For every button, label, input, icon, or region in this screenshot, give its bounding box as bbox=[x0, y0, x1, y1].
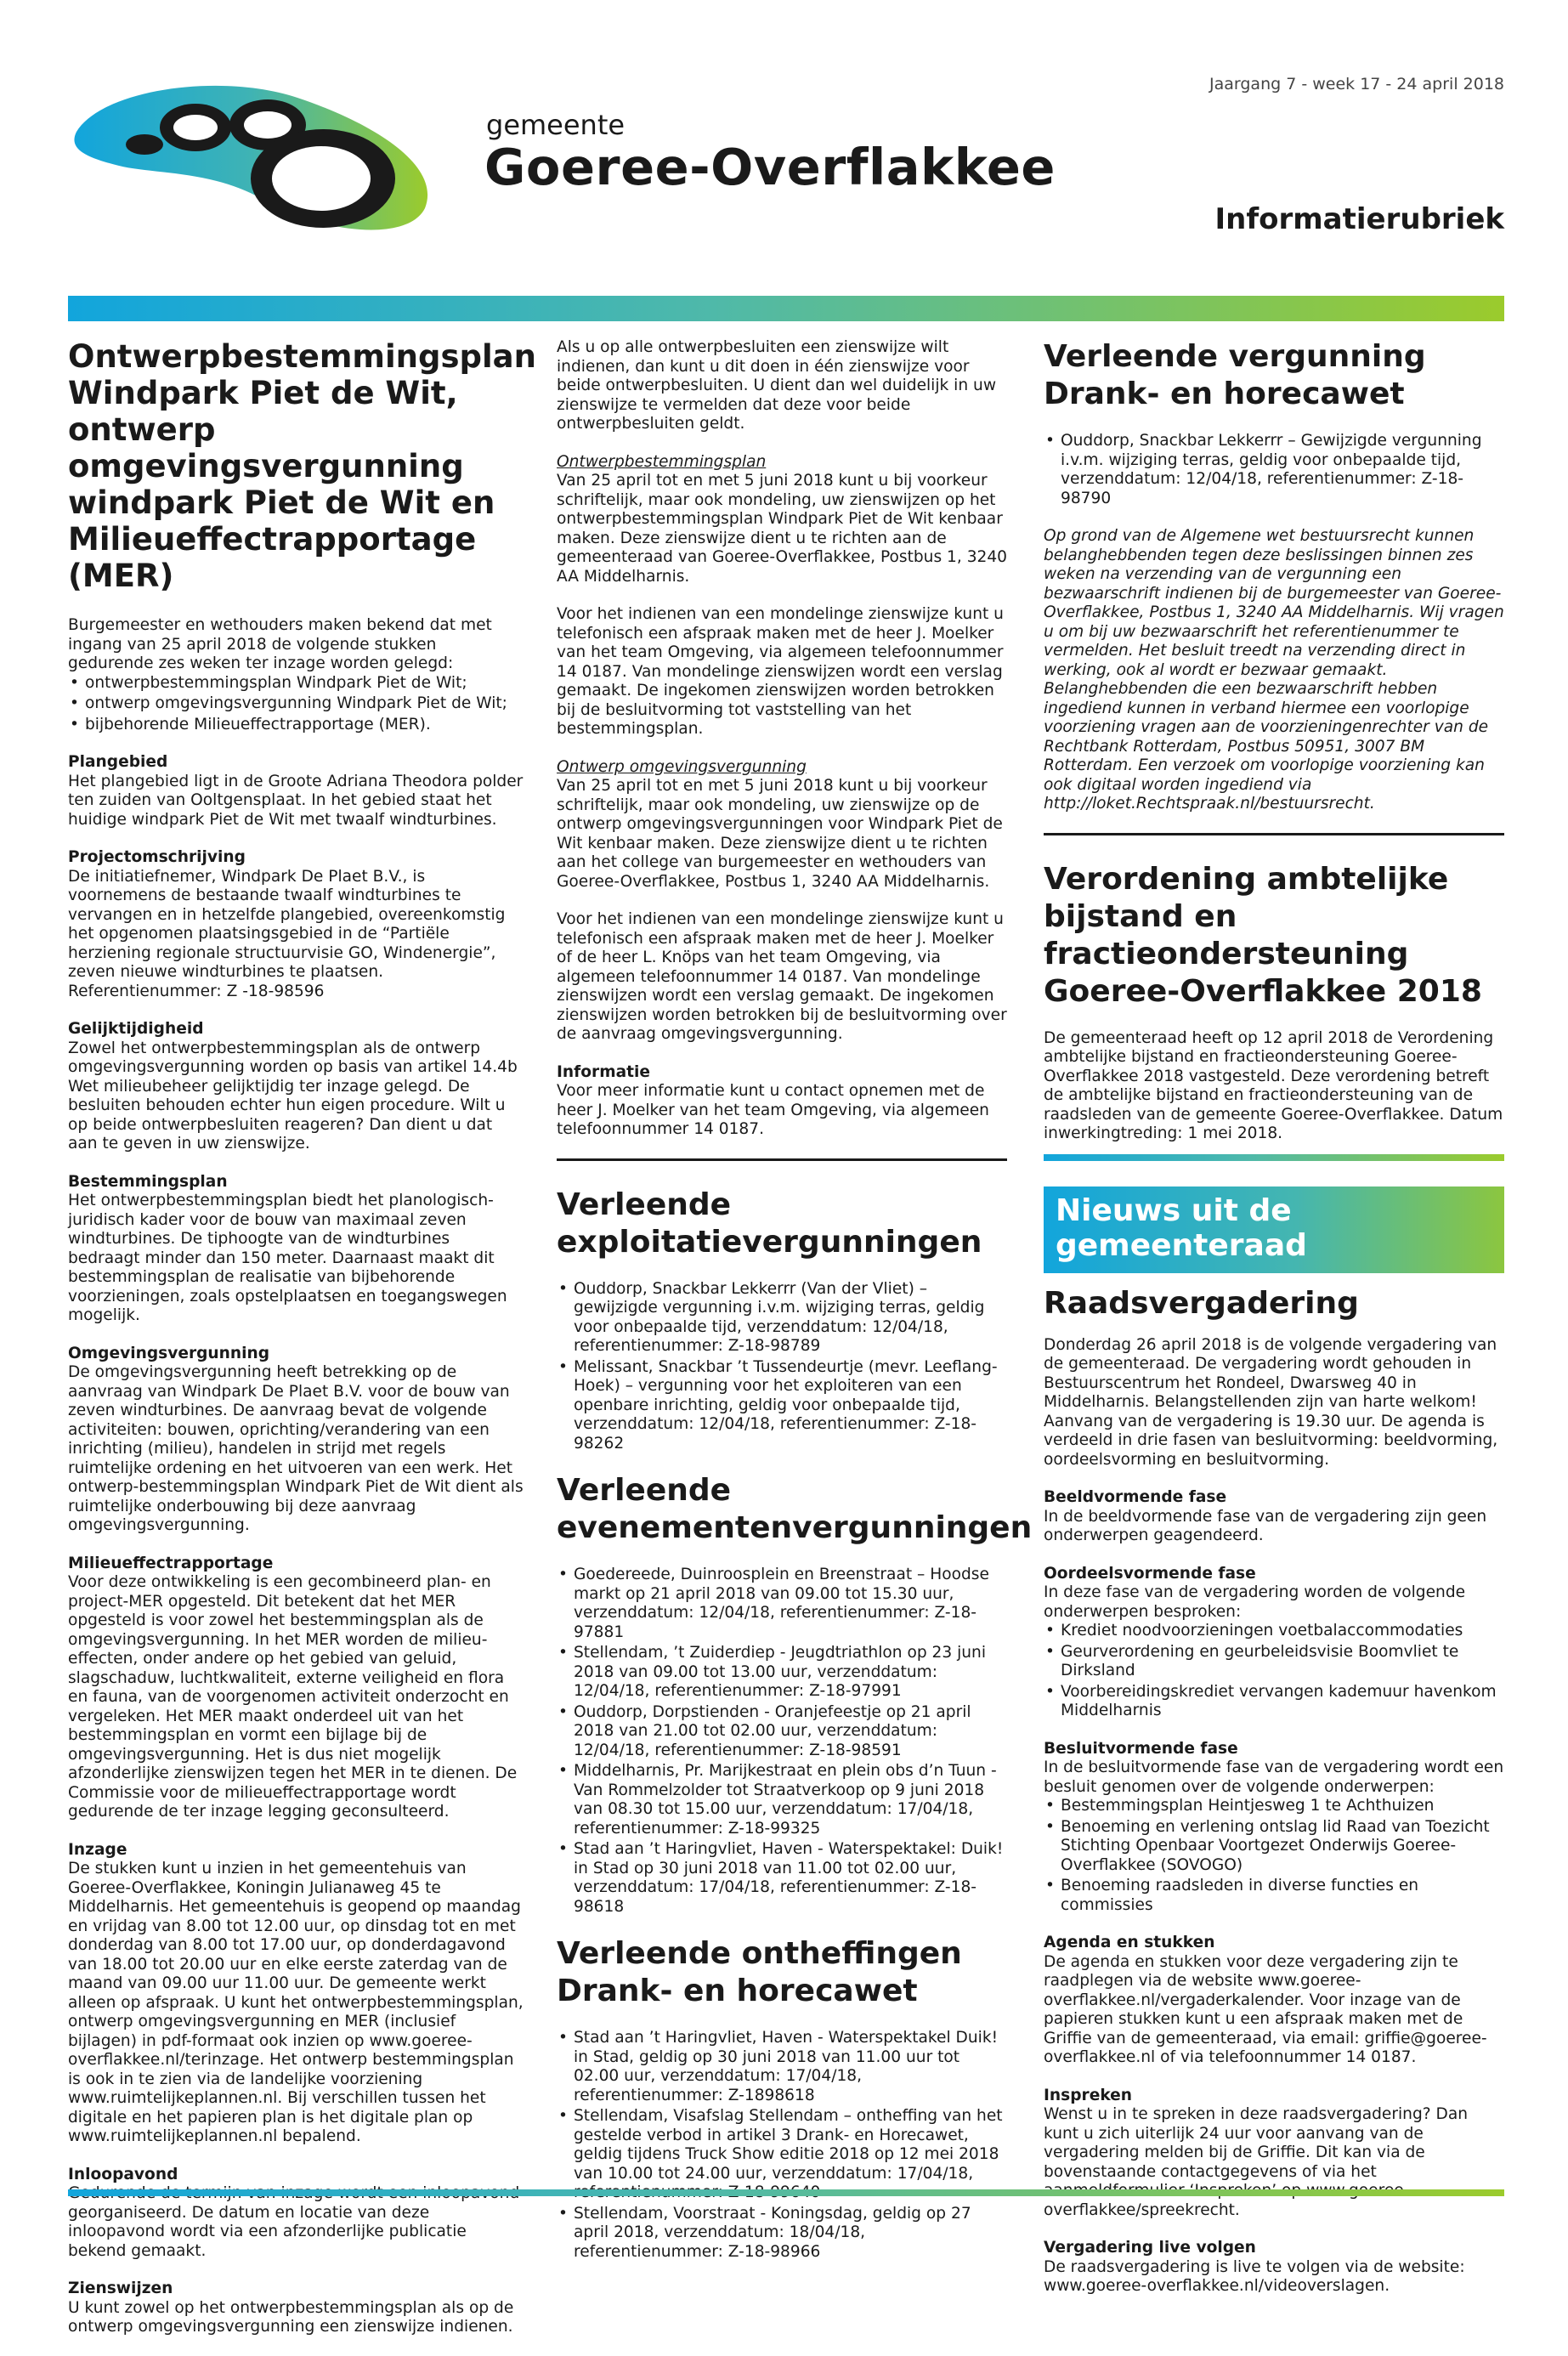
info-heading: Informatie bbox=[557, 1062, 650, 1081]
section-heading: Besluitvormende fase bbox=[1044, 1739, 1238, 1758]
windpark-items bbox=[68, 674, 525, 735]
windpark-title: Ontwerpbestemmingsplan Windpark Piet de Wit, ontwerp omgevingsvergunning windpark Piet de Wit en Milieueffectrapportage (MER) bbox=[68, 338, 536, 594]
section-heading: Omgevingsvergunning bbox=[68, 1344, 270, 1362]
exploitatie-list bbox=[557, 1280, 1007, 1454]
column-2 bbox=[557, 338, 1033, 2280]
list-item: • Bestemmingsplan Heintjesweg 1 te Achthuizen bbox=[1044, 1797, 1504, 1816]
section-heading: Plangebied bbox=[68, 753, 168, 771]
list-item: • Stad aan ’t Haringvliet, Haven - Waterspektakel Duik! in Stad, geldig op 30 juni 2018 van 11.00 uur tot 02.00 uur, verzenddatum: 17/04/18, referentienummer: Z-1898618 bbox=[557, 2029, 1007, 2105]
list-item: • Benoeming en verlening ontslag lid Raad van Toezicht Stichting Openbaar Voortgezet Onderwijs Goeree-Overflakkee (SOVOGO) bbox=[1044, 1818, 1504, 1876]
section-text: De initiatiefnemer, Windpark De Plaet B.V., is voornemens de bestaande twaalf windturbines te vervangen en in hetzelfde plangebied, overeenkomstig het opgenomen plaatsingsgebied in de “Partiële herziening regionale structuurvisie GO, Windenergie”, zeven nieuwe windturbines te plaatsen. Referentienummer: Z -18-98596 bbox=[68, 867, 506, 1000]
section-heading: Vergadering live volgen bbox=[1044, 2239, 1256, 2257]
bp-heading: Ontwerpbestemmingsplan bbox=[557, 452, 767, 471]
list-item: • Melissant, Snackbar ’t Tussendeurtje (mevr. Leeflang-Hoek) – vergunning voor het exploiteren van een openbare inrichting, geldig voor onbepaalde tijd, verzenddatum: 12/04/18, referentienummer: Z-18-98262 bbox=[557, 1358, 1007, 1454]
section-heading: Bestemmingsplan bbox=[68, 1172, 228, 1191]
section-heading: Inspreken bbox=[1044, 2086, 1133, 2104]
ov-text-2: Voor het indienen van een mondelinge zienswijze kunt u telefonisch een afspraak maken met de heer J. Moelker of de heer L. Knöps van het team Omgeving, via algemeen telefoonnummer 14 0187. Van mondelinge zienswijzen wordt een verslag gemaakt. De ingekomen zienswijzen worden betrokken bij de besluitvorming over de aanvraag omgevingsvergunning. bbox=[557, 910, 1007, 1043]
section-heading: Inzage bbox=[68, 1840, 127, 1859]
bp-text-1: Van 25 april tot en met 5 juni 2018 kunt u bij voorkeur schriftelijk, maar ook mondeling, uw zienswijzen op het ontwerpbestemmingsplan Windpark Piet de Wit kenbaar maken. Deze zienswijze dient u te richten aan de gemeenteraad van Goeree-Overflakkee, Postbus 1, 3240 AA Middelharnis. bbox=[557, 472, 1008, 586]
municipality-name: Goeree-Overflakkee bbox=[484, 138, 1056, 196]
section-text: Voor deze ontwikkeling is een gecombineerd plan- en project-MER opgesteld. Dit betekent dat het MER opgesteld is voor zowel het bestemmingsplan als de omgevingsvergunning. In het MER worden de milieu-effecten, onder andere op het gebied van geluid, slagschaduw, luchtkwaliteit, externe veiligheid en flora en fauna, van de voorgenomen activiteit onderzocht en vergeleken. Het MER maakt onderdeel uit van het bestemmingsplan en vormt een bijlage bij de omgevingsvergunning. Het is dus niet mogelijk afzonderlijke zienswijzen tegen het MER in te dienen. De Commissie voor de milieueffectrapportage wordt gedurende de ter inzage legging geconsulteerd. bbox=[68, 1573, 518, 1821]
column-3 bbox=[1044, 338, 1504, 2315]
section-heading: Projectomschrijving bbox=[68, 848, 246, 866]
divider bbox=[557, 1158, 1007, 1161]
list-item: • ontwerpbestemmingsplan Windpark Piet de Wit; bbox=[68, 674, 525, 694]
gradient-divider bbox=[1044, 1154, 1504, 1161]
list-item: • Ouddorp, Dorpstienden - Oranjefeestje op 21 april 2018 van 21.00 tot 02.00 uur, verzenddatum: 12/04/18, referentienummer: Z-18-98591 bbox=[557, 1703, 1007, 1761]
section-text: U kunt zowel op het ontwerpbestemmingsplan als op de ontwerp omgevingsvergunning een zienswijze indienen. bbox=[68, 2298, 514, 2336]
drank-title: Verleende vergunning Drank- en horecawet bbox=[1044, 339, 1426, 411]
ov-text-1: Van 25 april tot en met 5 juni 2018 kunt u bij voorkeur schriftelijk, maar ook mondeling, uw zienswijze op de ontwerp omgevingsvergunningen voor Windpark Piet de Wit kenbaar maken. Deze zienswijze dient u te richten aan het college van burgemeester en wethouders van Goeree-Overflakkee, Postbus 1, 3240 AA Middelharnis. bbox=[557, 777, 1003, 891]
windpark-cont-intro: Als u op alle ontwerpbesluiten een zienswijze wilt indienen, dan kunt u dit doen in één zienswijze voor beide ontwerpbesluiten. U dient dan wel duidelijk in uw zienswijze te vermelden dat deze voor beide ontwerpbesluiten geldt. bbox=[557, 338, 997, 433]
section-text: In deze fase van de vergadering worden de volgende onderwerpen besproken: bbox=[1044, 1583, 1466, 1621]
raad-intro: Donderdag 26 april 2018 is de volgende vergadering van de gemeenteraad. De vergadering wordt gehouden in Bestuurscentrum het Rondeel, Dwarsweg 40 in Middelharnis. Belangstellenden zijn van harte welkom! Aanvang van de vergadering is 19.30 uur. De agenda is verdeeld in drie fasen van besluitvorming: beeldvorming, oordeelsvorming en besluitvorming. bbox=[1044, 1335, 1498, 1469]
ontheffingen-title: Verleende ontheffingen Drank- en horecawet bbox=[557, 1936, 962, 2008]
list-item: • Stellendam, Voorstraat - Koningsdag, geldig op 27 april 2018, verzenddatum: 18/04/18, referentienummer: Z-18-98966 bbox=[557, 2205, 1007, 2263]
verordening-text: De gemeenteraad heeft op 12 april 2018 de Verordening ambtelijke bijstand en fractieondersteuning Goeree-Overflakkee 2018 vastgesteld. Deze verordening betreft de ambtelijke bijstand en fractieondersteuning van de raadsleden van de gemeente Goeree-Overflakkee. Datum inwerkingtreding: 1 mei 2018. bbox=[1044, 1028, 1503, 1142]
section-text: De raadsvergadering is live te volgen via de website: www.goeree-overflakkee.nl/videoverslagen. bbox=[1044, 2257, 1465, 2295]
section-text: De agenda en stukken voor deze vergadering zijn te raadplegen via de website www.goeree-overflakkee.nl/vergaderkalender. Voor inzage van de papieren stukken kunt u een afspraak maken met de Griffie van de gemeenteraad, via email: griffie@goeree-overflakkee.nl of via telefoonnummer 14 0187. bbox=[1044, 1952, 1487, 2066]
section-text: Zowel het ontwerpbestemmingsplan als de ontwerp omgevingsvergunning worden op basis van artikel 14.4b Wet milieubeheer gelijktijdig ter inzage gelegd. De besluiten behouden echter hun eigen procedure. Wilt u op beide ontwerpbesluiten reageren? Dan dient u dat aan te geven in uw zienswijze. bbox=[68, 1039, 518, 1153]
list-item: • Geurverordening en geurbeleidsvisie Boomvliet te Dirksland bbox=[1044, 1643, 1504, 1681]
section-text: In de beeldvormende fase van de vergadering zijn geen onderwerpen geagendeerd. bbox=[1044, 1507, 1487, 1544]
section-heading: Agenda en stukken bbox=[1044, 1934, 1215, 1951]
divider bbox=[1044, 833, 1504, 835]
list-item: • bijbehorende Milieueffectrapportage (MER). bbox=[68, 716, 525, 735]
header-gradient-bar bbox=[68, 296, 1504, 321]
info-text: Voor meer informatie kunt u contact opnemen met de heer J. Moelker van het team Omgeving, via algemeen telefoonnummer 14 0187. bbox=[557, 1082, 989, 1138]
issue-line: Jaargang 7 - week 17 - 24 april 2018 bbox=[1209, 75, 1504, 93]
municipality-logo bbox=[68, 72, 442, 242]
list-item: • Stellendam, ’t Zuiderdiep - Jeugdtriathlon op 23 juni 2018 van 09.00 tot 13.00 uur, verzenddatum: 12/04/18, referentienummer: Z-18-97991 bbox=[557, 1644, 1007, 1702]
section-text: Wenst u in te spreken in deze raadsvergadering? Dan kunt u zich uiterlijk 24 uur voor aanvang van de vergadering melden bij de Griffie. Dit kan via de bovenstaande contactgegevens of via het overflakkee/spreekrecht. bbox=[1044, 2105, 1469, 2219]
verordening-title: Verordening ambtelijke bijstand en fractieondersteuning Goeree-Overflakkee 2018 bbox=[1044, 861, 1482, 1009]
oordeel-list bbox=[1044, 1622, 1504, 1721]
section-heading: Beeldvormende fase bbox=[1044, 1488, 1227, 1506]
list-item: • Ouddorp, Snackbar Lekkerrr – Gewijzigde vergunning i.v.m. wijziging terras, geldig voor onbepaalde tijd, verzenddatum: 12/04/18, referentienummer: Z-18-98790 bbox=[1044, 432, 1504, 508]
rubric-title: Informatierubriek bbox=[1214, 202, 1504, 236]
section-heading: Inloopavond bbox=[68, 2165, 178, 2183]
list-item: • Goedereede, Duinroosplein en Breenstraat – Hoodse markt op 21 april 2018 van 09.00 tot 15.30 uur, verzenddatum: 12/04/18, referentienummer: Z-18-97881 bbox=[557, 1566, 1007, 1642]
ov-heading: Ontwerp omgevingsvergunning bbox=[557, 757, 807, 776]
list-item: • Ouddorp, Snackbar Lekkerrr (Van der Vliet) – gewijzigde vergunning i.v.m. wijziging terras, geldig voor onbepaalde tijd, verzenddatum: 12/04/18, referentienummer: Z-18-98789 bbox=[557, 1280, 1007, 1356]
section-text: georganiseerd. De datum en locatie van deze inloopavond wordt via een afzonderlijke publicatie bekend gemaakt. bbox=[68, 2203, 467, 2260]
section-text: De stukken kunt u inzien in het gemeentehuis van Goeree-Overflakkee, Koningin Julianaweg 45 te Middelharnis. Het gemeentehuis is geopend op maandag en vrijdag van 8.00 tot 12.00 uur, op dinsdag tot en met donderdag van 8.00 tot 17.00 uur, op donderdagavond van 18.00 tot 20.00 uur en elke eerste zaterdag van de maand van 09.00 uur 11.00 uur. De gemeente werkt alleen op afspraak. U kunt het ontwerpbestemmingsplan, ontwerp omgevingsvergunning en MER (inclusief bijlagen) in pdf-formaat ook inzien op www.goeree-overflakkee.nl/terinzage. Het ontwerp bestemmingsplan is ook in te zien via de landelijke voorziening www.ruimtelijkeplannen.nl. Bij verschillen tussen het digitale en het papieren plan is het digitale plan op www.ruimtelijkeplannen.nl bepalend. bbox=[68, 1860, 524, 2145]
municipality-prefix: gemeente bbox=[486, 109, 626, 141]
list-item: • Benoeming raadsleden in diverse functies en commissies bbox=[1044, 1877, 1504, 1915]
bp-text-2: Voor het indienen van een mondelinge zienswijze kunt u telefonisch een afspraak maken met de heer J. Moelker van het team Omgeving, via algemeen telefoonnummer 14 0187. Van mondelinge zienswijzen wordt een verslag gemaakt. De ingekomen zienswijzen worden betrokken bij de besluitvorming tot vaststelling van het bestemmingsplan. bbox=[557, 605, 1004, 738]
evenementen-list bbox=[557, 1566, 1007, 1917]
bezwaar-notice: Op grond van de Algemene wet bestuursrecht kunnen belanghebbenden tegen deze beslissingen binnen zes weken na verzending van de vergunning een bezwaarschrift indienen bij de burgemeester van Goeree-Overflakkee, Postbus 1, 3240 AA Middelharnis. Wij vragen u om bij uw bezwaarschrift het referentienummer te vermelden. Het besluit treedt na verzending direct in werking, ook al wordt er bezwaar gemaakt. Belanghebbenden die een bezwaarschrift hebben ingediend kunnen in verband hiermee een voorlopige voorziening vragen aan de voorzieningenrechter van de Rechtbank Rotterdam, Postbus 50951, 3007 BM Rotterdam. Een verzoek om voorlopige voorziening kan ook digitaal worden ingediend via http://loket.Rechtspraak.nl/bestuursrecht. bbox=[1044, 527, 1504, 813]
list-item: • Voorbereidingskrediet vervangen kademuur havenkom Middelharnis bbox=[1044, 1683, 1504, 1721]
drank-list bbox=[1044, 432, 1504, 508]
section-heading: Milieueffectrapportage bbox=[68, 1554, 274, 1572]
section-text: De omgevingsvergunning heeft betrekking op de aanvraag van Windpark De Plaet B.V. voor de bouw van zeven windturbines. De aanvraag bevat de volgende activiteiten: bouwen, oprichting/verandering van een inrichting (milieu), handelen in strijd met regels ruimtelijke ordening en het uitvoeren van een werk. Het ontwerp-bestemmingsplan Windpark Piet de Wit dient als ruimtelijke onderbouwing bij deze aanvraag omgevingsvergunning. bbox=[68, 1363, 524, 1534]
section-heading: Zienswijzen bbox=[68, 2280, 173, 2297]
list-item: • Krediet noodvoorzieningen voetbalaccommodaties bbox=[1044, 1622, 1504, 1641]
section-heading: Oordeelsvormende fase bbox=[1044, 1564, 1256, 1583]
list-item: • Stad aan ’t Haringvliet, Haven - Waterspektakel: Duik! in Stad op 30 juni 2018 van 11.00 tot 02.00 uur, verzenddatum: 17/04/18, referentienummer: Z-18-98618 bbox=[557, 1840, 1007, 1917]
raadsvergadering-title: Raadsvergadering bbox=[1044, 1285, 1359, 1321]
list-item: • Stellendam, Visafslag Stellendam – ontheffing van het gestelde verbod in artikel 3 Drank- en Horecawet, geldig tijdens Truck Show editie 2018 op 12 mei 2018 van 10.00 tot 24.00 uur, verzenddatum: 17/04/18, bbox=[557, 2107, 1007, 2203]
besluit-list bbox=[1044, 1797, 1504, 1915]
exploitatie-title: Verleende exploitatievergunningen bbox=[557, 1186, 982, 1260]
footer-gradient-bar bbox=[68, 2189, 1504, 2196]
section-text: In de besluitvormende fase van de vergadering wordt een besluit genomen over de volgende onderwerpen: bbox=[1044, 1759, 1504, 1796]
column-1 bbox=[68, 338, 536, 2356]
evenementen-title: Verleende evenementenvergunningen bbox=[557, 1473, 1033, 1545]
section-text: Het ontwerpbestemmingsplan biedt het planologisch-juridisch kader voor de bouw van maximaal zeven windturbines. De tiphoogte van de windturbines bedraagt minder dan 150 meter. Daarnaast maakt dit bestemmingsplan de realisatie van bijbehorende voorzieningen, zoals opstelplaatsen en toegangswegen mogelijk. bbox=[68, 1192, 507, 1324]
section-text: Het plangebied ligt in de Groote Adriana Theodora polder ten zuiden van Ooltgensplaat. In het gebied staat het huidige windpark Piet de Wit met twaalf windturbines. bbox=[68, 772, 524, 829]
list-item: • Middelharnis, Pr. Marijkestraat en plein obs d’n Tuun - Van Rommelzolder tot Straatverkoop op 9 juni 2018 van 08.30 tot 15.00 uur, verzenddatum: 17/04/18, referentienummer: Z-18-99325 bbox=[557, 1762, 1007, 1838]
news-banner: Nieuws uit de gemeenteraad bbox=[1044, 1186, 1504, 1273]
windpark-intro: Burgemeester en wethouders maken bekend dat met ingang van 25 april 2018 de volgende stukken gedurende zes weken ter inzage worden gelegd: bbox=[68, 616, 492, 672]
section-heading: Gelijktijdigheid bbox=[68, 1020, 204, 1038]
list-item: • ontwerp omgevingsvergunning Windpark Piet de Wit; bbox=[68, 694, 525, 714]
ontheffingen-list bbox=[557, 2029, 1007, 2262]
